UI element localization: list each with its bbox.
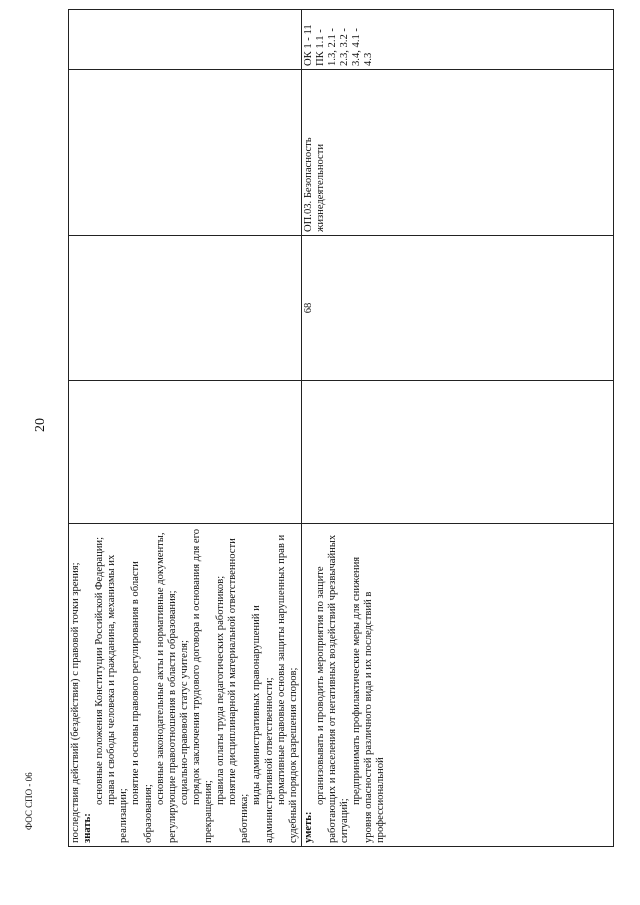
text-line: понятие и основы правового регулирования в области образования; bbox=[130, 561, 154, 843]
text-line: нормативные правовые основы защиты нарушенных прав и судебный порядок разрешения споров; bbox=[275, 534, 299, 843]
competencies-cell: ОК 1 - 11 ПК 1.1 - 1.3, 2.1 - 2.3, 3.2 - 3.4, 4.1 - 4.3 bbox=[301, 10, 613, 70]
empty-cell bbox=[301, 381, 613, 524]
empty-cell bbox=[69, 236, 302, 381]
empty-cell bbox=[69, 70, 302, 236]
text-line: правила оплаты труда педагогических работников; bbox=[215, 575, 227, 805]
discipline-cell: ОП.03. Безопасность жизнедеятельности bbox=[301, 70, 613, 236]
text-line: основные законодательные акты и нормативные документы, регулирующие правоотношения в области образования; bbox=[154, 532, 178, 843]
text-line: основные положения Конституции Российской Федерации; bbox=[94, 536, 106, 805]
text-line: виды административных правонарушений и административной ответственности; bbox=[251, 605, 275, 843]
empty-cell bbox=[69, 381, 302, 524]
page-number: 20 bbox=[33, 418, 48, 432]
text-line: социально-правовой статус учителя; bbox=[178, 640, 190, 805]
knowledge-cell bbox=[69, 524, 302, 847]
document-code: ФОС СПО - 06 bbox=[24, 772, 34, 830]
empty-cell bbox=[69, 10, 302, 70]
text-line: организовывать и проводить мероприятия по защите работающих и населения от негативных воздействий чрезвычайных ситуаций; bbox=[314, 534, 351, 843]
skills-cell bbox=[301, 524, 613, 847]
text-line: права и свободы человека и гражданина, механизмы их реализации; bbox=[106, 554, 130, 843]
text-line: порядок заключения трудового договора и основания для его прекращения; bbox=[190, 528, 215, 843]
text-line: предпринимать профилактические меры для снижения уровня опасностей различного вида и их последствий в профессиональной bbox=[351, 556, 387, 843]
text-line: понятие дисциплинарной и материальной ответственности работника; bbox=[227, 538, 251, 843]
competency-table bbox=[68, 24, 640, 847]
text-line: последствия действий (бездействия) с правовой точки зрения; bbox=[70, 562, 81, 843]
section-label-know: знать: bbox=[82, 813, 94, 843]
section-label-skills: уметь: bbox=[302, 811, 314, 843]
hours-cell: 68 bbox=[301, 236, 613, 381]
